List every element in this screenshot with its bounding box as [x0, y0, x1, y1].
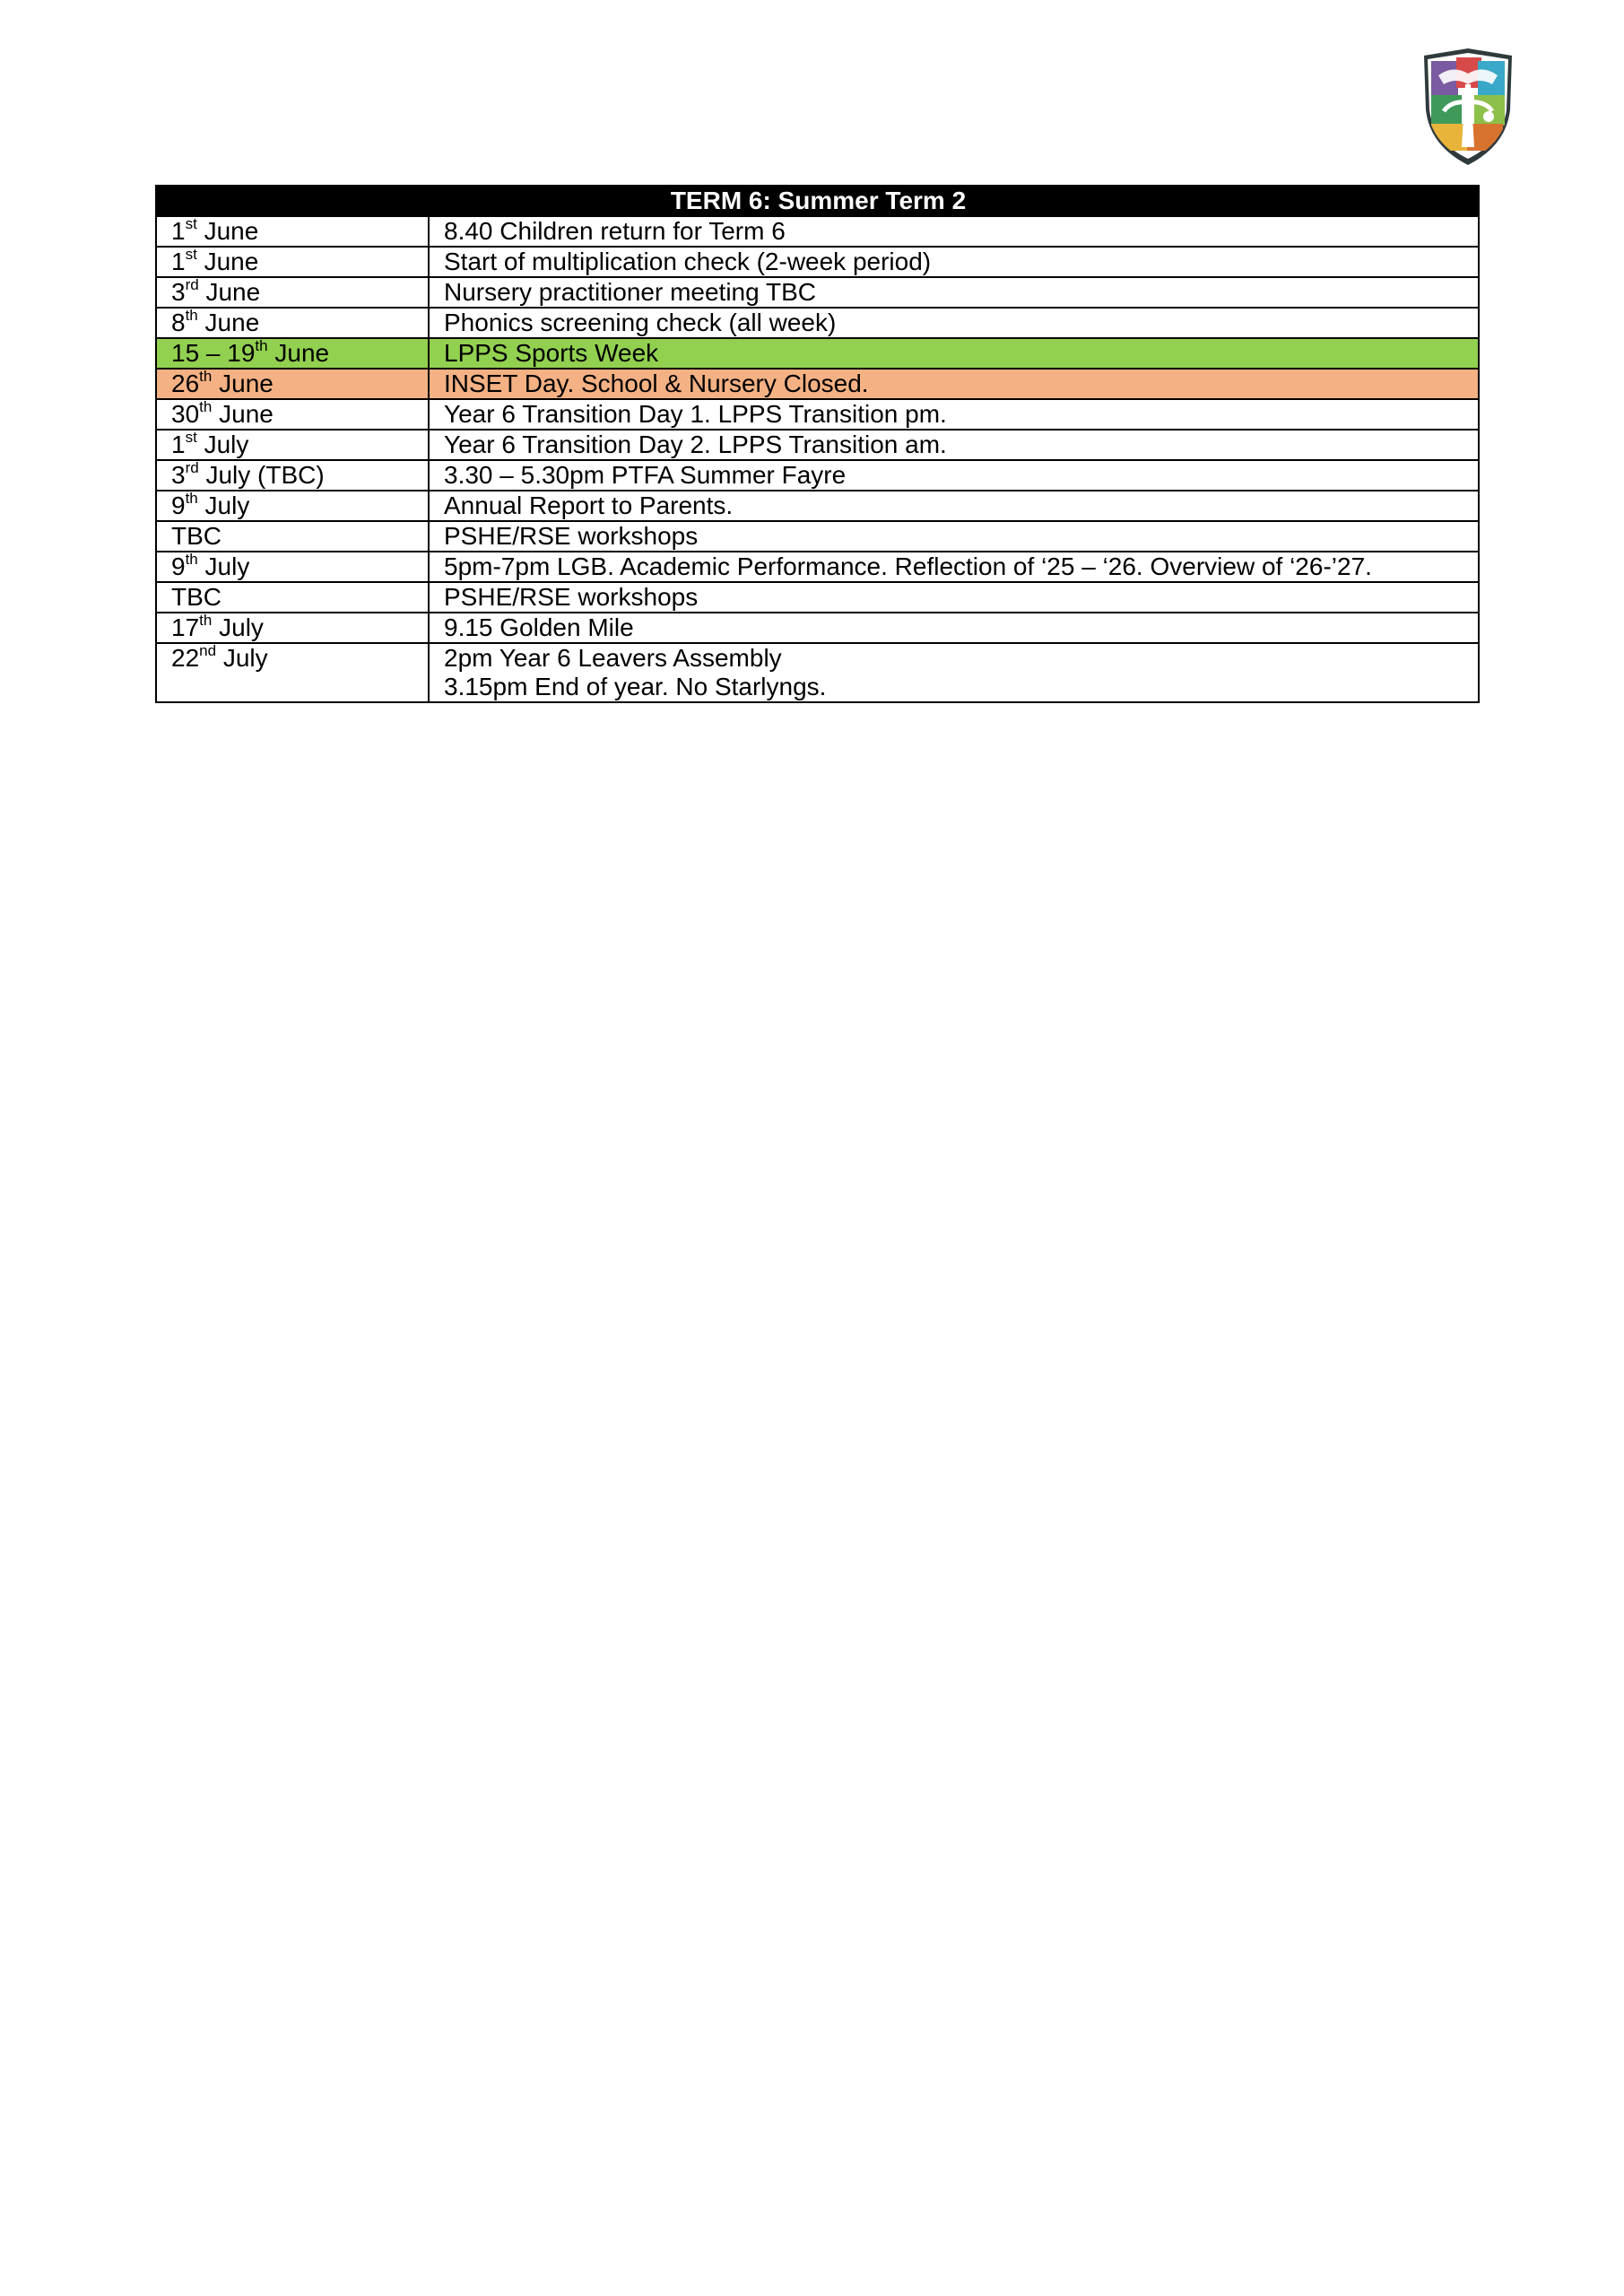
date-month: July	[197, 491, 250, 519]
date-number: 1	[171, 217, 186, 245]
event-date	[156, 369, 429, 399]
event-description: PSHE/RSE workshops	[429, 582, 1479, 613]
date-month: June	[198, 278, 261, 306]
event-description: Phonics screening check (all week)	[429, 308, 1479, 338]
event-date	[156, 247, 429, 277]
date-suffix: th	[255, 338, 268, 354]
event-date	[156, 613, 429, 643]
date-suffix: th	[185, 308, 198, 324]
table-row	[156, 369, 1479, 399]
event-date	[156, 399, 429, 430]
date-number: 30	[171, 400, 200, 428]
date-month: July	[216, 644, 268, 672]
table-row	[156, 582, 1479, 613]
event-description: Year 6 Transition Day 2. LPPS Transition am.	[429, 430, 1479, 460]
date-suffix: th	[185, 552, 198, 568]
date-suffix: st	[185, 430, 197, 446]
table-row	[156, 247, 1479, 277]
date-month: June	[196, 248, 259, 275]
event-description: Year 6 Transition Day 1. LPPS Transition pm.	[429, 399, 1479, 430]
date-month: July	[212, 613, 264, 641]
event-description: 8.40 Children return for Term 6	[429, 216, 1479, 247]
event-date	[156, 308, 429, 338]
date-suffix: nd	[199, 643, 217, 659]
date-suffix: th	[199, 399, 213, 415]
date-suffix: th	[199, 613, 213, 629]
table-row	[156, 613, 1479, 643]
date-suffix: th	[199, 369, 213, 385]
table-row	[156, 491, 1479, 521]
date-number: 1	[171, 430, 186, 458]
date-number: 26	[171, 370, 200, 397]
event-date	[156, 521, 429, 552]
event-date	[156, 277, 429, 308]
table-row	[156, 460, 1479, 491]
school-crest-icon	[1420, 48, 1515, 165]
event-description: PSHE/RSE workshops	[429, 521, 1479, 552]
table-row	[156, 277, 1479, 308]
date-month: July	[196, 430, 249, 458]
date-suffix: st	[185, 216, 197, 232]
date-month: July	[197, 552, 250, 580]
event-date	[156, 491, 429, 521]
date-number: 3	[171, 461, 186, 489]
table-row	[156, 399, 1479, 430]
date-month: June	[212, 370, 274, 397]
event-description: INSET Day. School & Nursery Closed.	[429, 369, 1479, 399]
date-number: 8	[171, 309, 186, 336]
event-date	[156, 552, 429, 582]
date-month: June	[197, 309, 260, 336]
event-date	[156, 216, 429, 247]
table-body	[156, 216, 1479, 702]
event-line: 3.15pm End of year. No Starlyngs.	[444, 673, 827, 700]
event-description	[429, 643, 1479, 702]
term-heading: TERM 6: Summer Term 2	[156, 186, 1479, 216]
table-header-row	[156, 186, 1479, 216]
table-row	[156, 521, 1479, 552]
table-row	[156, 216, 1479, 247]
event-description: Nursery practitioner meeting TBC	[429, 277, 1479, 308]
table-row	[156, 308, 1479, 338]
event-description: LPPS Sports Week	[429, 338, 1479, 369]
event-date	[156, 460, 429, 491]
event-description: Start of multiplication check (2-week period)	[429, 247, 1479, 277]
date-month: June	[196, 217, 259, 245]
date-suffix: rd	[185, 460, 199, 476]
date-suffix: rd	[185, 277, 199, 293]
date-month: July (TBC)	[198, 461, 325, 489]
event-description: 3.30 – 5.30pm PTFA Summer Fayre	[429, 460, 1479, 491]
date-number: 22	[171, 644, 200, 672]
table-row	[156, 643, 1479, 702]
date-month: June	[267, 339, 330, 367]
date-number: TBC	[171, 522, 221, 550]
date-suffix: th	[185, 491, 198, 507]
date-number: 3	[171, 278, 186, 306]
event-description: 5pm-7pm LGB. Academic Performance. Reflection of ‘25 – ‘26. Overview of ‘26-’27.	[429, 552, 1479, 582]
date-number: 1	[171, 248, 186, 275]
table-row	[156, 430, 1479, 460]
event-description: Annual Report to Parents.	[429, 491, 1479, 521]
event-date	[156, 582, 429, 613]
table-row	[156, 552, 1479, 582]
date-suffix: st	[185, 247, 197, 263]
date-number: 15 – 19	[171, 339, 256, 367]
term-calendar-table	[155, 185, 1480, 703]
table-row	[156, 338, 1479, 369]
event-date	[156, 338, 429, 369]
event-line: 2pm Year 6 Leavers Assembly	[444, 644, 782, 672]
event-date	[156, 430, 429, 460]
date-number: 9	[171, 552, 186, 580]
date-number: 17	[171, 613, 200, 641]
event-description: 9.15 Golden Mile	[429, 613, 1479, 643]
date-number: 9	[171, 491, 186, 519]
date-month: June	[212, 400, 274, 428]
event-date	[156, 643, 429, 702]
date-number: TBC	[171, 583, 221, 611]
